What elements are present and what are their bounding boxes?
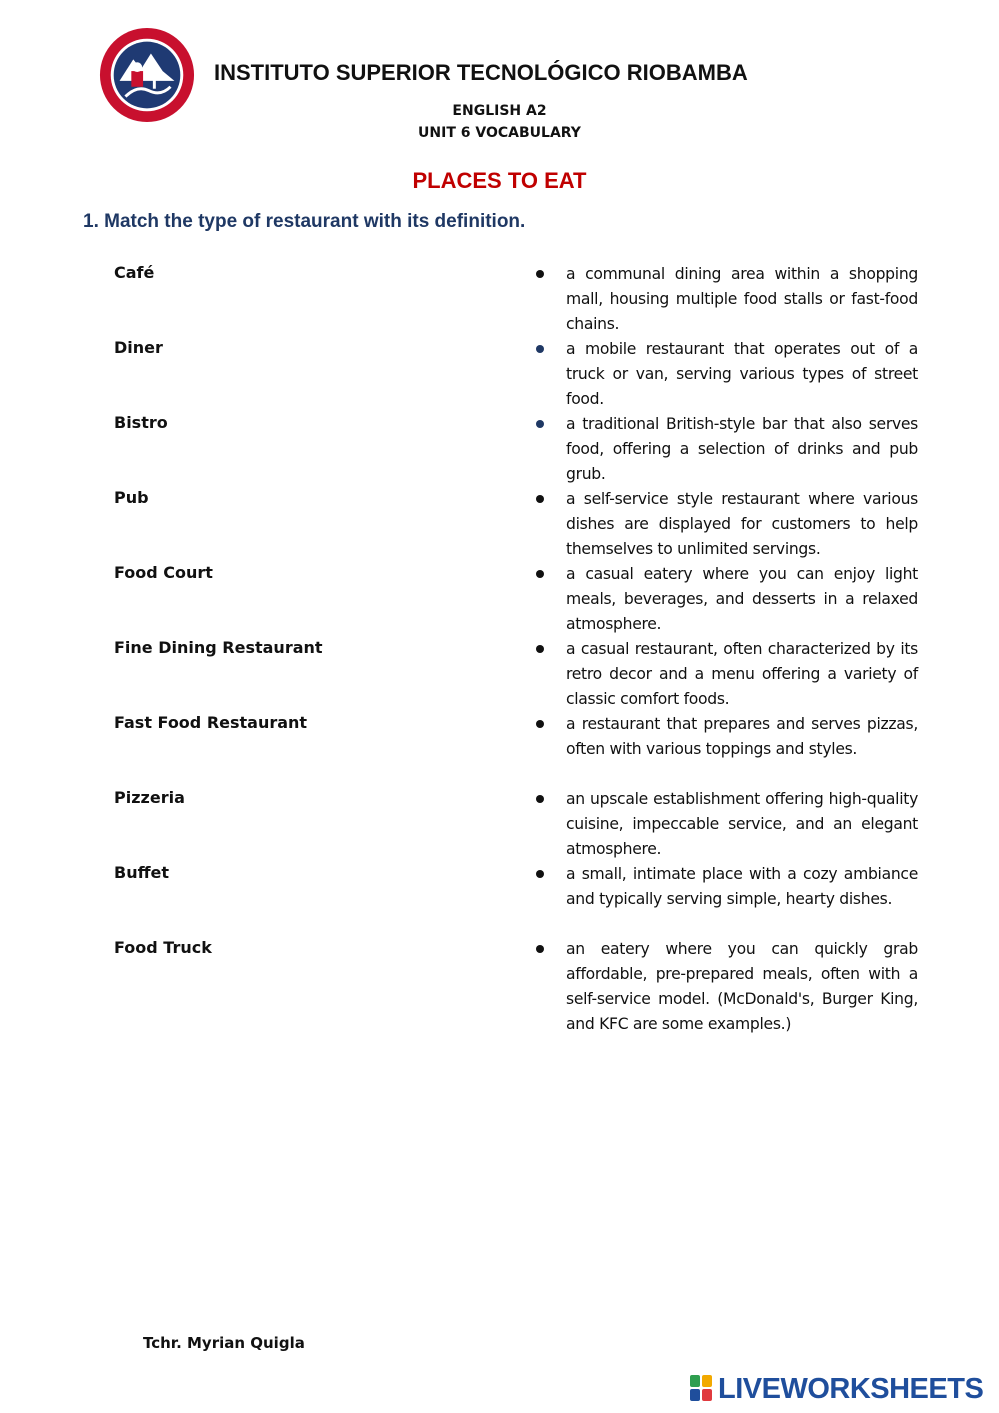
match-dot[interactable] [536,420,544,428]
definition-item: a communal dining area within a shopping mall, housing multiple food stalls or fast-food chains. [566,265,918,333]
definition-item: a restaurant that prepares and serves pizzas, often with various toppings and styles. [566,715,918,758]
match-dot[interactable] [536,270,544,278]
definition-item: a casual eatery where you can enjoy light meals, beverages, and desserts in a relaxed atmosphere. [566,565,918,633]
definition-item: an upscale establishment offering high-quality cuisine, impeccable service, and an elegant atmosphere. [566,790,918,858]
definition-item: a mobile restaurant that operates out of a truck or van, serving various types of street food. [566,340,918,408]
liveworksheets-logo [690,1374,983,1404]
definition-item: a self-service style restaurant where various dishes are displayed for customers to help themselves to unlimited servings. [566,490,918,558]
match-dot[interactable] [536,570,544,578]
term-item[interactable]: Buffet [114,863,170,882]
teacher-name: Tchr. Myrian Quigla [143,1334,305,1352]
definition-item: a small, intimate place with a cozy ambiance and typically serving simple, hearty dishes. [566,865,918,908]
term-item[interactable]: Fast Food Restaurant [114,713,308,732]
definition-item: a casual restaurant, often characterized by its retro decor and a menu offering a variety of classic comfort foods. [566,640,918,708]
liveworksheets-blocks-icon [690,1375,714,1403]
exercise-instruction: 1. Match the type of restaurant with its definition. [83,211,526,232]
definition-item: a traditional British-style bar that also serves food, offering a selection of drinks and pub grub. [566,415,918,483]
unit-name: UNIT 6 VOCABULARY [418,125,581,141]
worksheet-title: PLACES TO EAT [412,168,587,193]
match-dot[interactable] [536,720,544,728]
institution-name: INSTITUTO SUPERIOR TECNOLÓGICO RIOBAMBA [214,60,748,85]
term-item[interactable]: Diner [114,338,163,357]
term-item[interactable]: Pub [114,488,149,507]
match-dot[interactable] [536,495,544,503]
term-item[interactable]: Food Court [114,563,213,582]
course-name: ENGLISH A2 [452,103,547,119]
match-dot[interactable] [536,645,544,653]
match-dot[interactable] [536,870,544,878]
match-dot[interactable] [536,795,544,803]
liveworksheets-wordmark: LIVEWORKSHEETS [718,1372,984,1405]
term-item[interactable]: Pizzeria [114,788,185,807]
term-item[interactable]: Food Truck [114,938,212,957]
match-dot[interactable] [536,945,544,953]
term-item[interactable]: Fine Dining Restaurant [114,638,323,657]
match-dot[interactable] [536,345,544,353]
definition-item: an eatery where you can quickly grab affordable, pre-prepared meals, often with a self-service model. (McDonald's, Burger King, and KFC are some examples.) [566,940,918,1033]
term-item[interactable]: Bistro [114,413,168,432]
term-item[interactable]: Café [114,263,155,282]
